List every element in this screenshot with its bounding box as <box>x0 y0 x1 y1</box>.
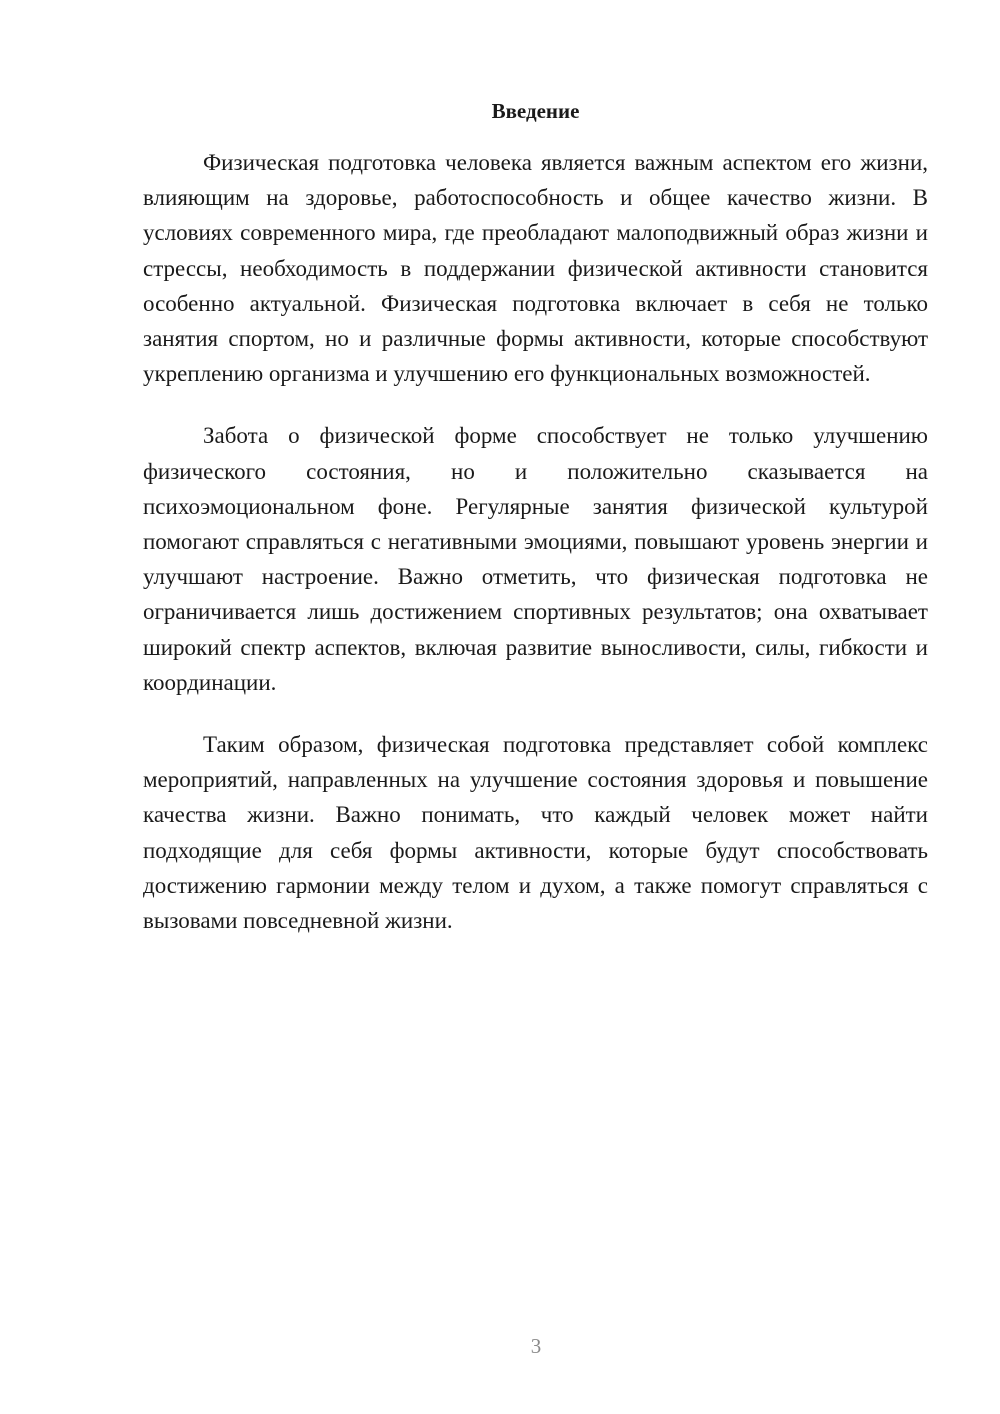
page-content <box>143 95 928 938</box>
paragraph-3: Таким образом, физическая подготовка представляет собой комплекс мероприятий, направленных на улучшение состояния здоровья и повышение качества жизни. Важно понимать, что каждый человек может найти подходящие для себя формы активности, которые будут способствовать достижению гармонии между телом и духом, а также помогут справляться с вызовами повседневной жизни. <box>143 732 928 934</box>
section-heading: Введение <box>491 99 580 123</box>
paragraph-1: Физическая подготовка человека является важным аспектом его жизни, влияющим на здоровье, работоспособность и общее качество жизни. В условиях современного мира, где преобладают малоподвижный образ жизни и стрессы, необходимость в поддержании физической активности становится особенно актуальной. Физическая подготовка включает в себя не только занятия спортом, но и различные формы активности, которые способствуют укреплению организма и улучшению его функциональных возможностей. <box>143 150 928 387</box>
paragraph-2: Забота о физической форме способствует не только улучшению физического состояния, но и положительно сказывается на психоэмоциональном фоне. Регулярные занятия физической культурой помогают справляться с негативными эмоциями, повышают уровень энергии и улучшают настроение. Важно отметить, что физическая подготовка не ограничивается лишь достижением спортивных результатов; она охватывает широкий спектр аспектов, включая развитие выносливости, силы, гибкости и координации. <box>143 423 928 695</box>
page-number: 3 <box>530 1334 542 1358</box>
